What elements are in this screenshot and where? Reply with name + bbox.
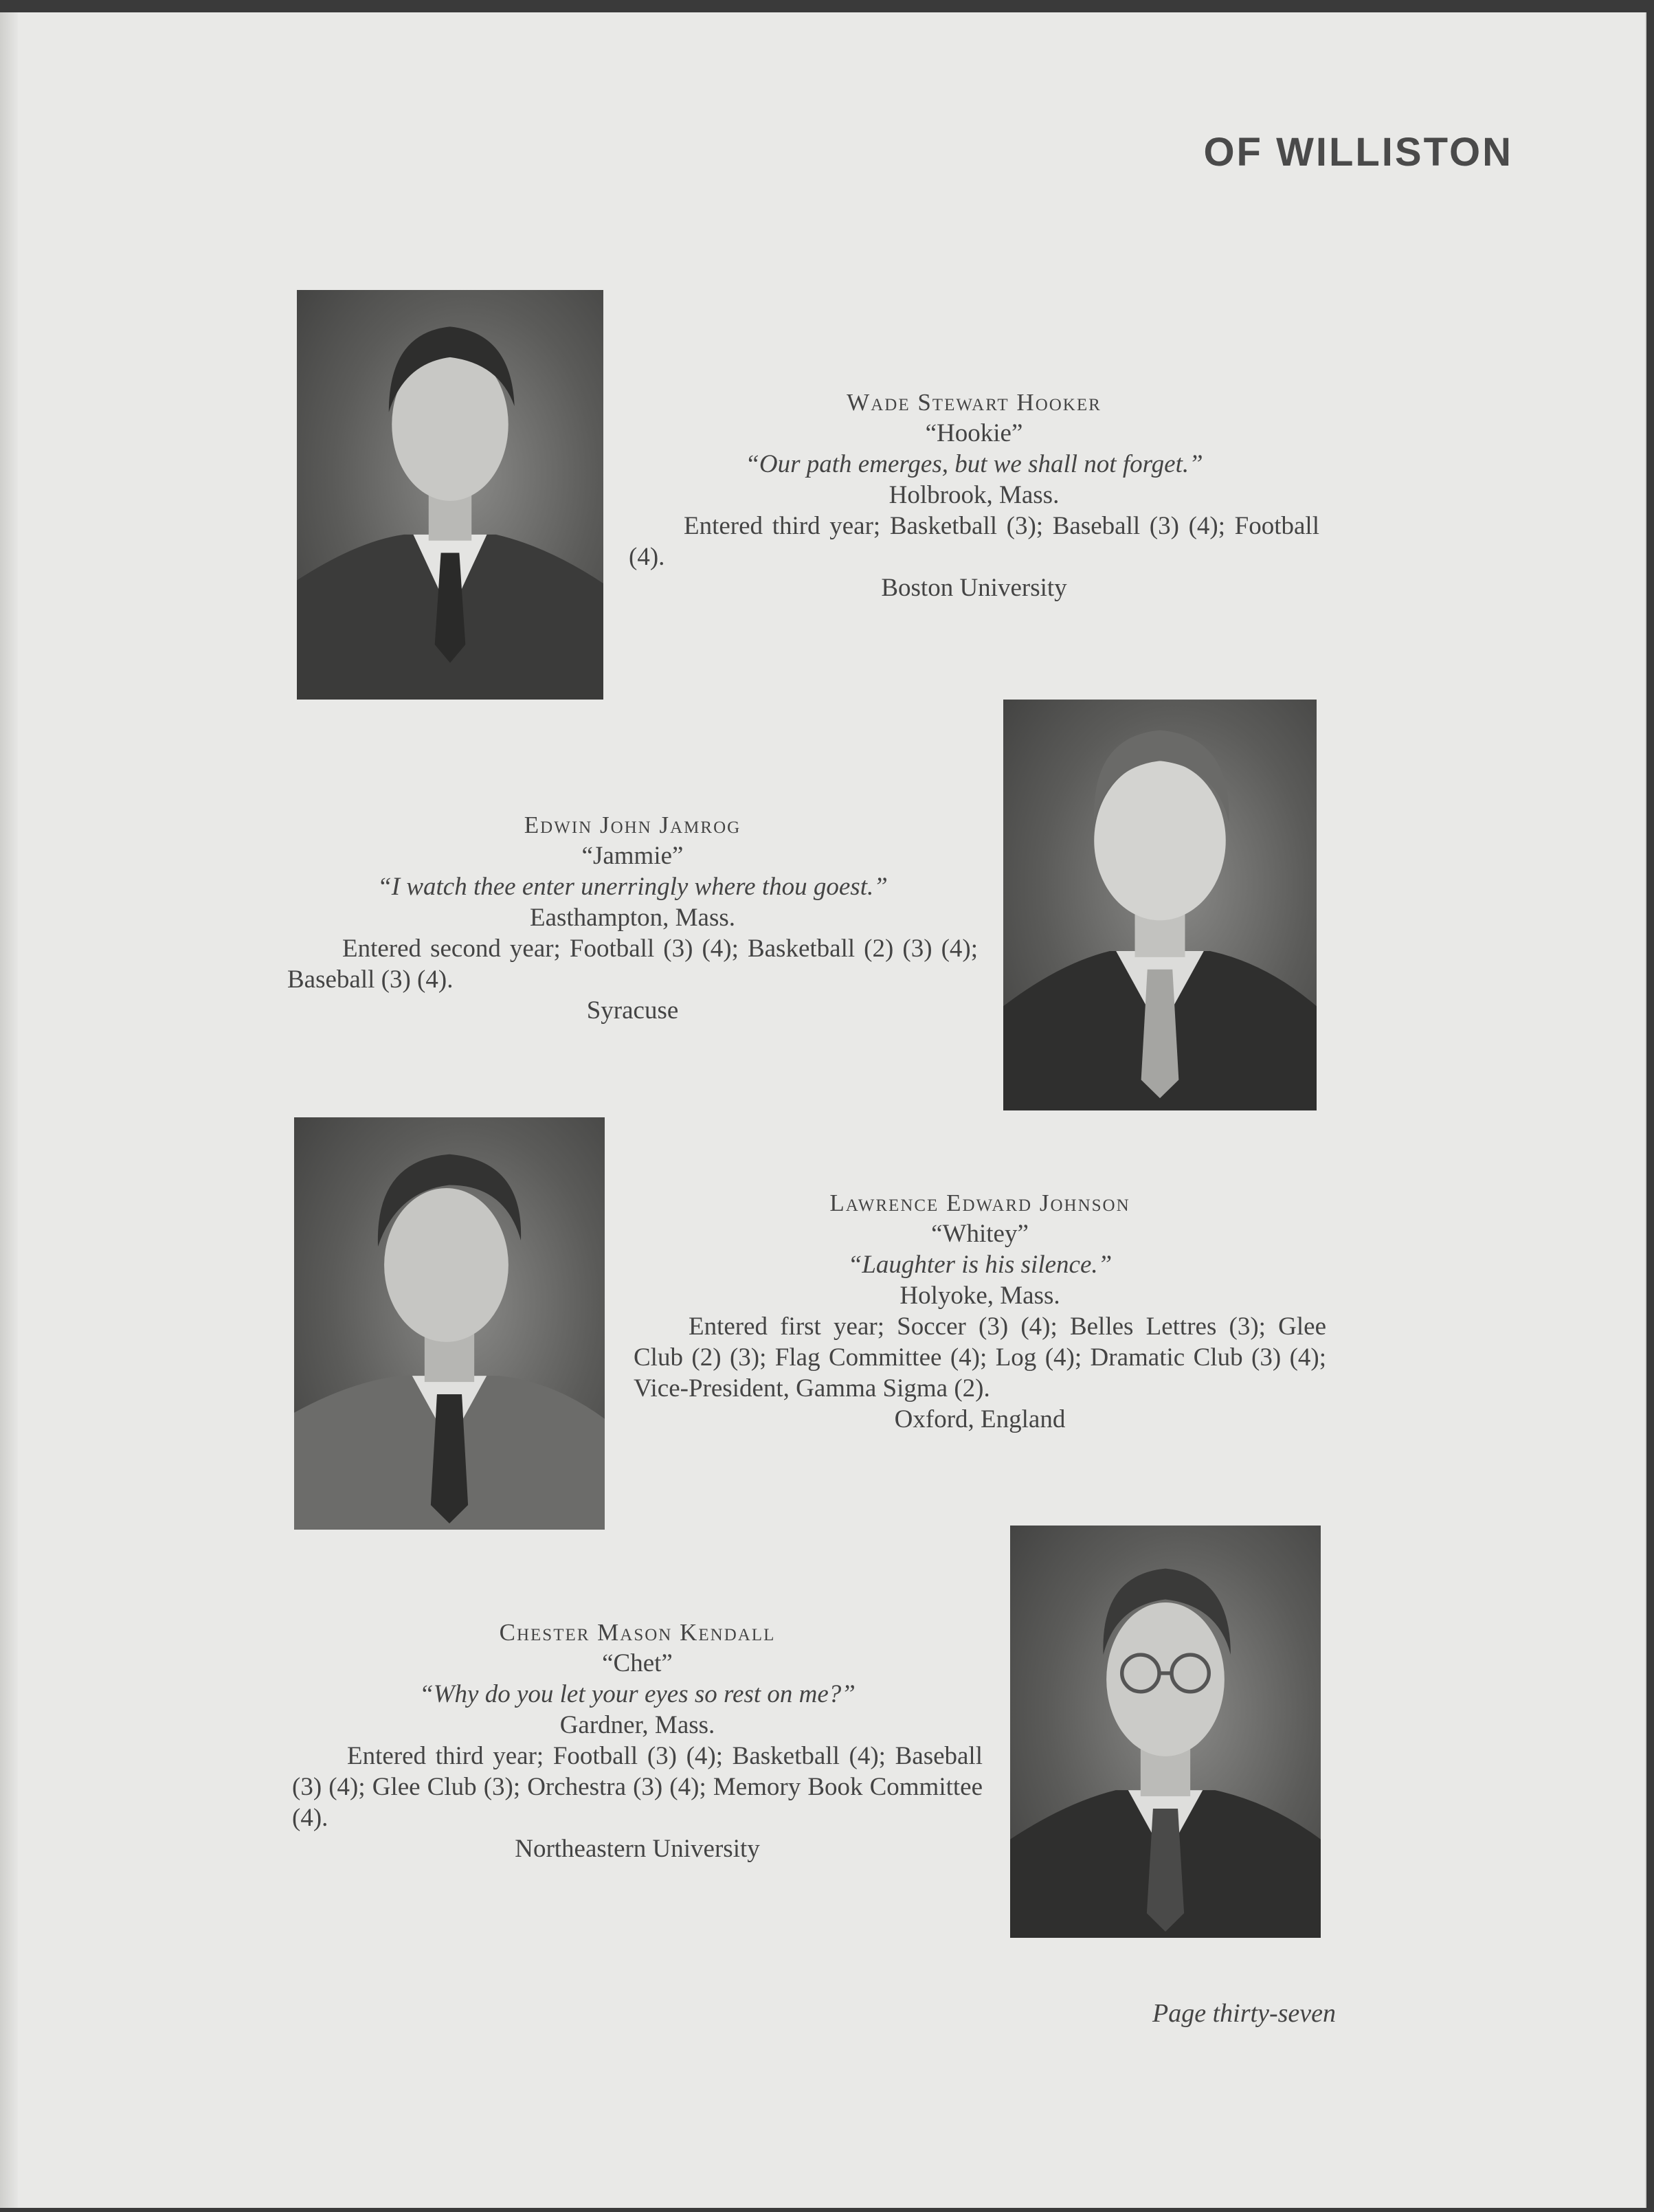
student-quote: “Our path emerges, but we shall not forget.”: [745, 450, 1203, 478]
student-quote: “Laughter is his silence.”: [847, 1251, 1113, 1279]
student-nickname: “Chet”: [602, 1649, 673, 1677]
student-activities: Entered first year; Soccer (3) (4); Belles Lettres (3); Glee Club (2) (3); Flag Committee (4); Log (4); Dramatic Club (3) (4); Vice-President, Gamma Sigma (2).: [634, 1312, 1326, 1403]
student-activities: Entered third year; Basketball (3); Baseball (3) (4); Football (4).: [629, 512, 1319, 571]
student-name: Chester Mason Kendall: [499, 1619, 776, 1646]
student-nickname: “Hookie”: [925, 419, 1023, 447]
student-hometown: Easthampton, Mass.: [529, 904, 736, 932]
student-destination: Boston University: [881, 574, 1067, 602]
student-nickname: “Whitey”: [931, 1220, 1029, 1248]
student-destination: Northeastern University: [515, 1835, 760, 1863]
portrait-photo-hooker: [297, 290, 603, 700]
student-activities: Entered third year; Football (3) (4); Basketball (4); Baseball (3) (4); Glee Club (3); Orchestra (3) (4); Memory Book Committee (4).: [292, 1742, 983, 1832]
page-spine: [0, 12, 18, 2208]
student-name: Lawrence Edward Johnson: [829, 1189, 1130, 1216]
student-hometown: Holyoke, Mass.: [899, 1282, 1060, 1310]
student-quote: “Why do you let your eyes so rest on me?”: [419, 1680, 856, 1708]
student-hometown: Gardner, Mass.: [559, 1711, 715, 1739]
student-nickname: “Jammie”: [581, 842, 684, 870]
entry-hooker: [629, 387, 1319, 603]
entry-jamrog: [287, 809, 978, 1026]
entry-johnson: [634, 1187, 1326, 1435]
portrait-photo-jamrog: [1003, 700, 1317, 1110]
entry-kendall: [292, 1617, 983, 1864]
portrait-photo-kendall: [1010, 1526, 1321, 1938]
yearbook-page: [0, 12, 1646, 2208]
student-name: Edwin John Jamrog: [524, 812, 741, 838]
student-quote: “I watch thee enter unerringly where thou goest.”: [377, 873, 888, 901]
student-hometown: Holbrook, Mass.: [889, 481, 1060, 509]
student-destination: Oxford, England: [894, 1405, 1066, 1433]
page-number: Page thirty-seven: [1152, 1999, 1336, 2028]
portrait-photo-johnson: [294, 1117, 605, 1530]
student-name: Wade Stewart Hooker: [847, 389, 1102, 416]
student-activities: Entered second year; Football (3) (4); Basketball (2) (3) (4); Baseball (3) (4).: [287, 935, 978, 994]
student-destination: Syracuse: [586, 996, 679, 1025]
page-header: OF WILLISTON: [1203, 130, 1513, 175]
